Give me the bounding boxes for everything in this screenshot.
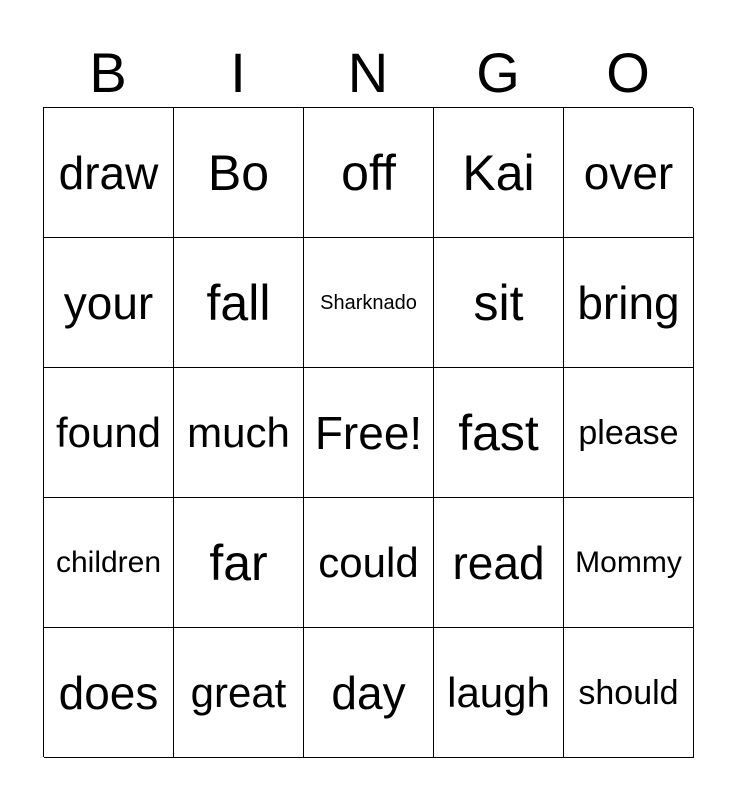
free-space-cell: Free! <box>304 368 434 498</box>
bingo-cell: day <box>304 628 434 758</box>
bingo-cell: your <box>44 238 174 368</box>
bingo-cell: read <box>434 498 564 628</box>
header-letter-g: G <box>476 41 520 104</box>
bingo-cell: sit <box>434 238 564 368</box>
header-letter-n: N <box>347 41 389 104</box>
bingo-cell: could <box>304 498 434 628</box>
header-letter-o: O <box>606 41 650 104</box>
bingo-cell: off <box>304 108 434 238</box>
header-letter-i: I <box>230 41 246 104</box>
bingo-cell: over <box>564 108 694 238</box>
bingo-cell: great <box>174 628 304 758</box>
bingo-cell: Sharknado <box>304 238 434 368</box>
bingo-cell: Kai <box>434 108 564 238</box>
bingo-cell: draw <box>44 108 174 238</box>
bingo-cell: found <box>44 368 174 498</box>
bingo-header <box>43 38 693 108</box>
bingo-cell: much <box>174 368 304 498</box>
bingo-cell: does <box>44 628 174 758</box>
bingo-cell: please <box>564 368 694 498</box>
bingo-cell: far <box>174 498 304 628</box>
bingo-cell: should <box>564 628 694 758</box>
bingo-cell: fast <box>434 368 564 498</box>
bingo-cell: children <box>44 498 174 628</box>
bingo-cell: Bo <box>174 108 304 238</box>
bingo-cell: fall <box>174 238 304 368</box>
header-letter-b: B <box>89 41 127 104</box>
bingo-cell: Mommy <box>564 498 694 628</box>
bingo-cell: laugh <box>434 628 564 758</box>
bingo-cell: bring <box>564 238 694 368</box>
bingo-board <box>43 107 693 757</box>
